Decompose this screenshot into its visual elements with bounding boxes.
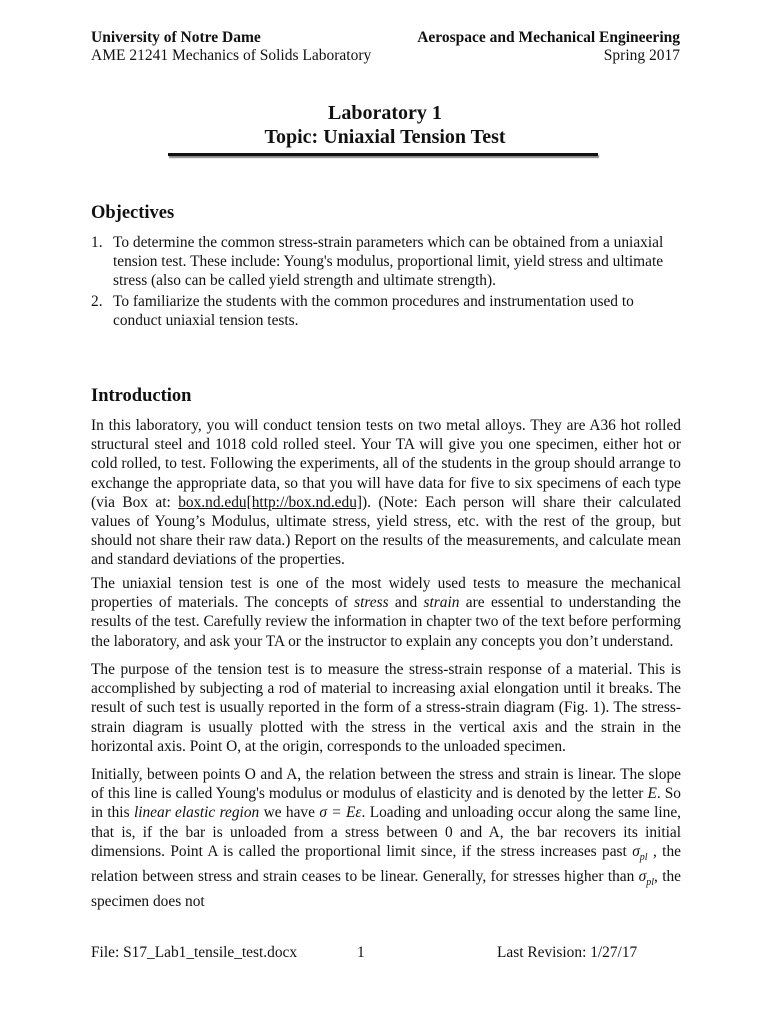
- page-title: Laboratory 1: [328, 102, 442, 124]
- text-run: we have: [259, 804, 320, 822]
- text-run: . So in this: [91, 785, 681, 822]
- footer-revision: Last Revision: 1/27/17: [497, 944, 638, 961]
- list-number: 1.: [91, 234, 103, 251]
- intro-paragraph-1: [91, 416, 681, 570]
- footer-filename: File: S17_Lab1_tensile_test.docx: [91, 944, 298, 961]
- subscript-pl: pl: [639, 851, 648, 863]
- header-university: University of Notre Dame: [91, 29, 261, 46]
- intro-paragraph-4: [91, 765, 681, 912]
- text-run: , the specimen does not: [91, 868, 681, 911]
- list-text: To familiarize the students with the common procedures and instrumentation used to conduct uniaxial tension tests.: [113, 293, 634, 330]
- intro-paragraph-3: The purpose of the tension test is to measure the stress-strain response of a material. This is accomplished by subjecting a rod of material to increasing axial elongation until it breaks. The result of such test is usually reported in the form of a stress-strain diagram (Fig. 1). The stress-strain diagram is usually plotted with the stress in the vertical axis and the strain in the horizontal axis. Point O, at the origin, corresponds to the unloaded specimen.: [91, 661, 681, 755]
- list-text: To determine the common stress-strain parameters which can be obtained from a uniaxial tension test. These include: Young's modulus, proportional limit, yield stress and ultimate stress (also can be called yield strength and ultimate strength).: [113, 234, 664, 290]
- objective-item-2: [91, 292, 681, 330]
- header-course: AME 21241 Mechanics of Solids Laboratory: [91, 47, 372, 64]
- text-run: ). (Note: Each person will share their calculated values of Young’s Modulus, ultimate stress, yield stress, etc. with the rest of the group, but should not share their raw data.) Report on the results of the measurements, and calculate mean and standard deviations of the properties.: [91, 493, 681, 569]
- list-number: 2.: [91, 293, 103, 310]
- symbol-sigma: σ: [632, 842, 640, 860]
- introduction-heading: Introduction: [91, 386, 192, 406]
- objective-item-1: [91, 233, 681, 291]
- text-run: are essential to understanding the results of the test. Carefully review the information in chapter two of the text before performing the laboratory, and ask your TA or the instructor to explain any concepts you don’t understand.: [91, 594, 681, 650]
- text-run: , the relation between stress and strain ceases to be linear. Generally, for stresses higher than: [91, 842, 681, 886]
- header-term: Spring 2017: [603, 47, 680, 64]
- text-run: In this laboratory, you will conduct tension tests on two metal alloys. They are A36 hot rolled structural steel and 1018 cold rolled steel. Your TA will give you one specimen, either hot or cold rolled, to test. Following the experiments, all of the students in the group should arrange to exchange the appropriate data, so that you will have data for five to six specimens of each type (via Box at:: [91, 417, 681, 511]
- text-run: . Loading and unloading occur along the same line, that is, if the bar is unloaded from a stress between 0 and A, the bar recovers its initial dimensions. Point A is called the proportional limit since, if the stress increases past: [91, 804, 682, 860]
- intro-paragraph-2: [91, 574, 681, 651]
- text-run: The uniaxial tension test is one of the most widely used tests to measure the mechanical properties of materials. The concepts of: [91, 575, 681, 612]
- title-rule: [168, 153, 598, 156]
- emphasis-strain: strain: [423, 594, 460, 612]
- objectives-heading: Objectives: [91, 203, 175, 223]
- symbol-sigma: σ: [638, 868, 647, 886]
- page-subtitle: Topic: Uniaxial Tension Test: [264, 126, 506, 148]
- footer-page-number: 1: [357, 944, 365, 961]
- emphasis-linear-elastic-region: linear elastic region: [133, 804, 260, 822]
- symbol-E: E: [647, 785, 657, 803]
- subscript-pl: pl: [646, 877, 655, 889]
- equation-hooke: σ = Eε: [319, 804, 362, 822]
- text-run: Initially, between points O and A, the relation between the stress and strain is linear. The slope of this line is called Young's modulus or modulus of elasticity and is denoted by the letter: [91, 766, 681, 803]
- box-link[interactable]: box.nd.edu[http://box.nd.edu]: [178, 493, 363, 511]
- emphasis-stress: stress: [354, 594, 389, 612]
- header-department: Aerospace and Mechanical Engineering: [417, 29, 680, 46]
- text-run: and: [388, 594, 424, 612]
